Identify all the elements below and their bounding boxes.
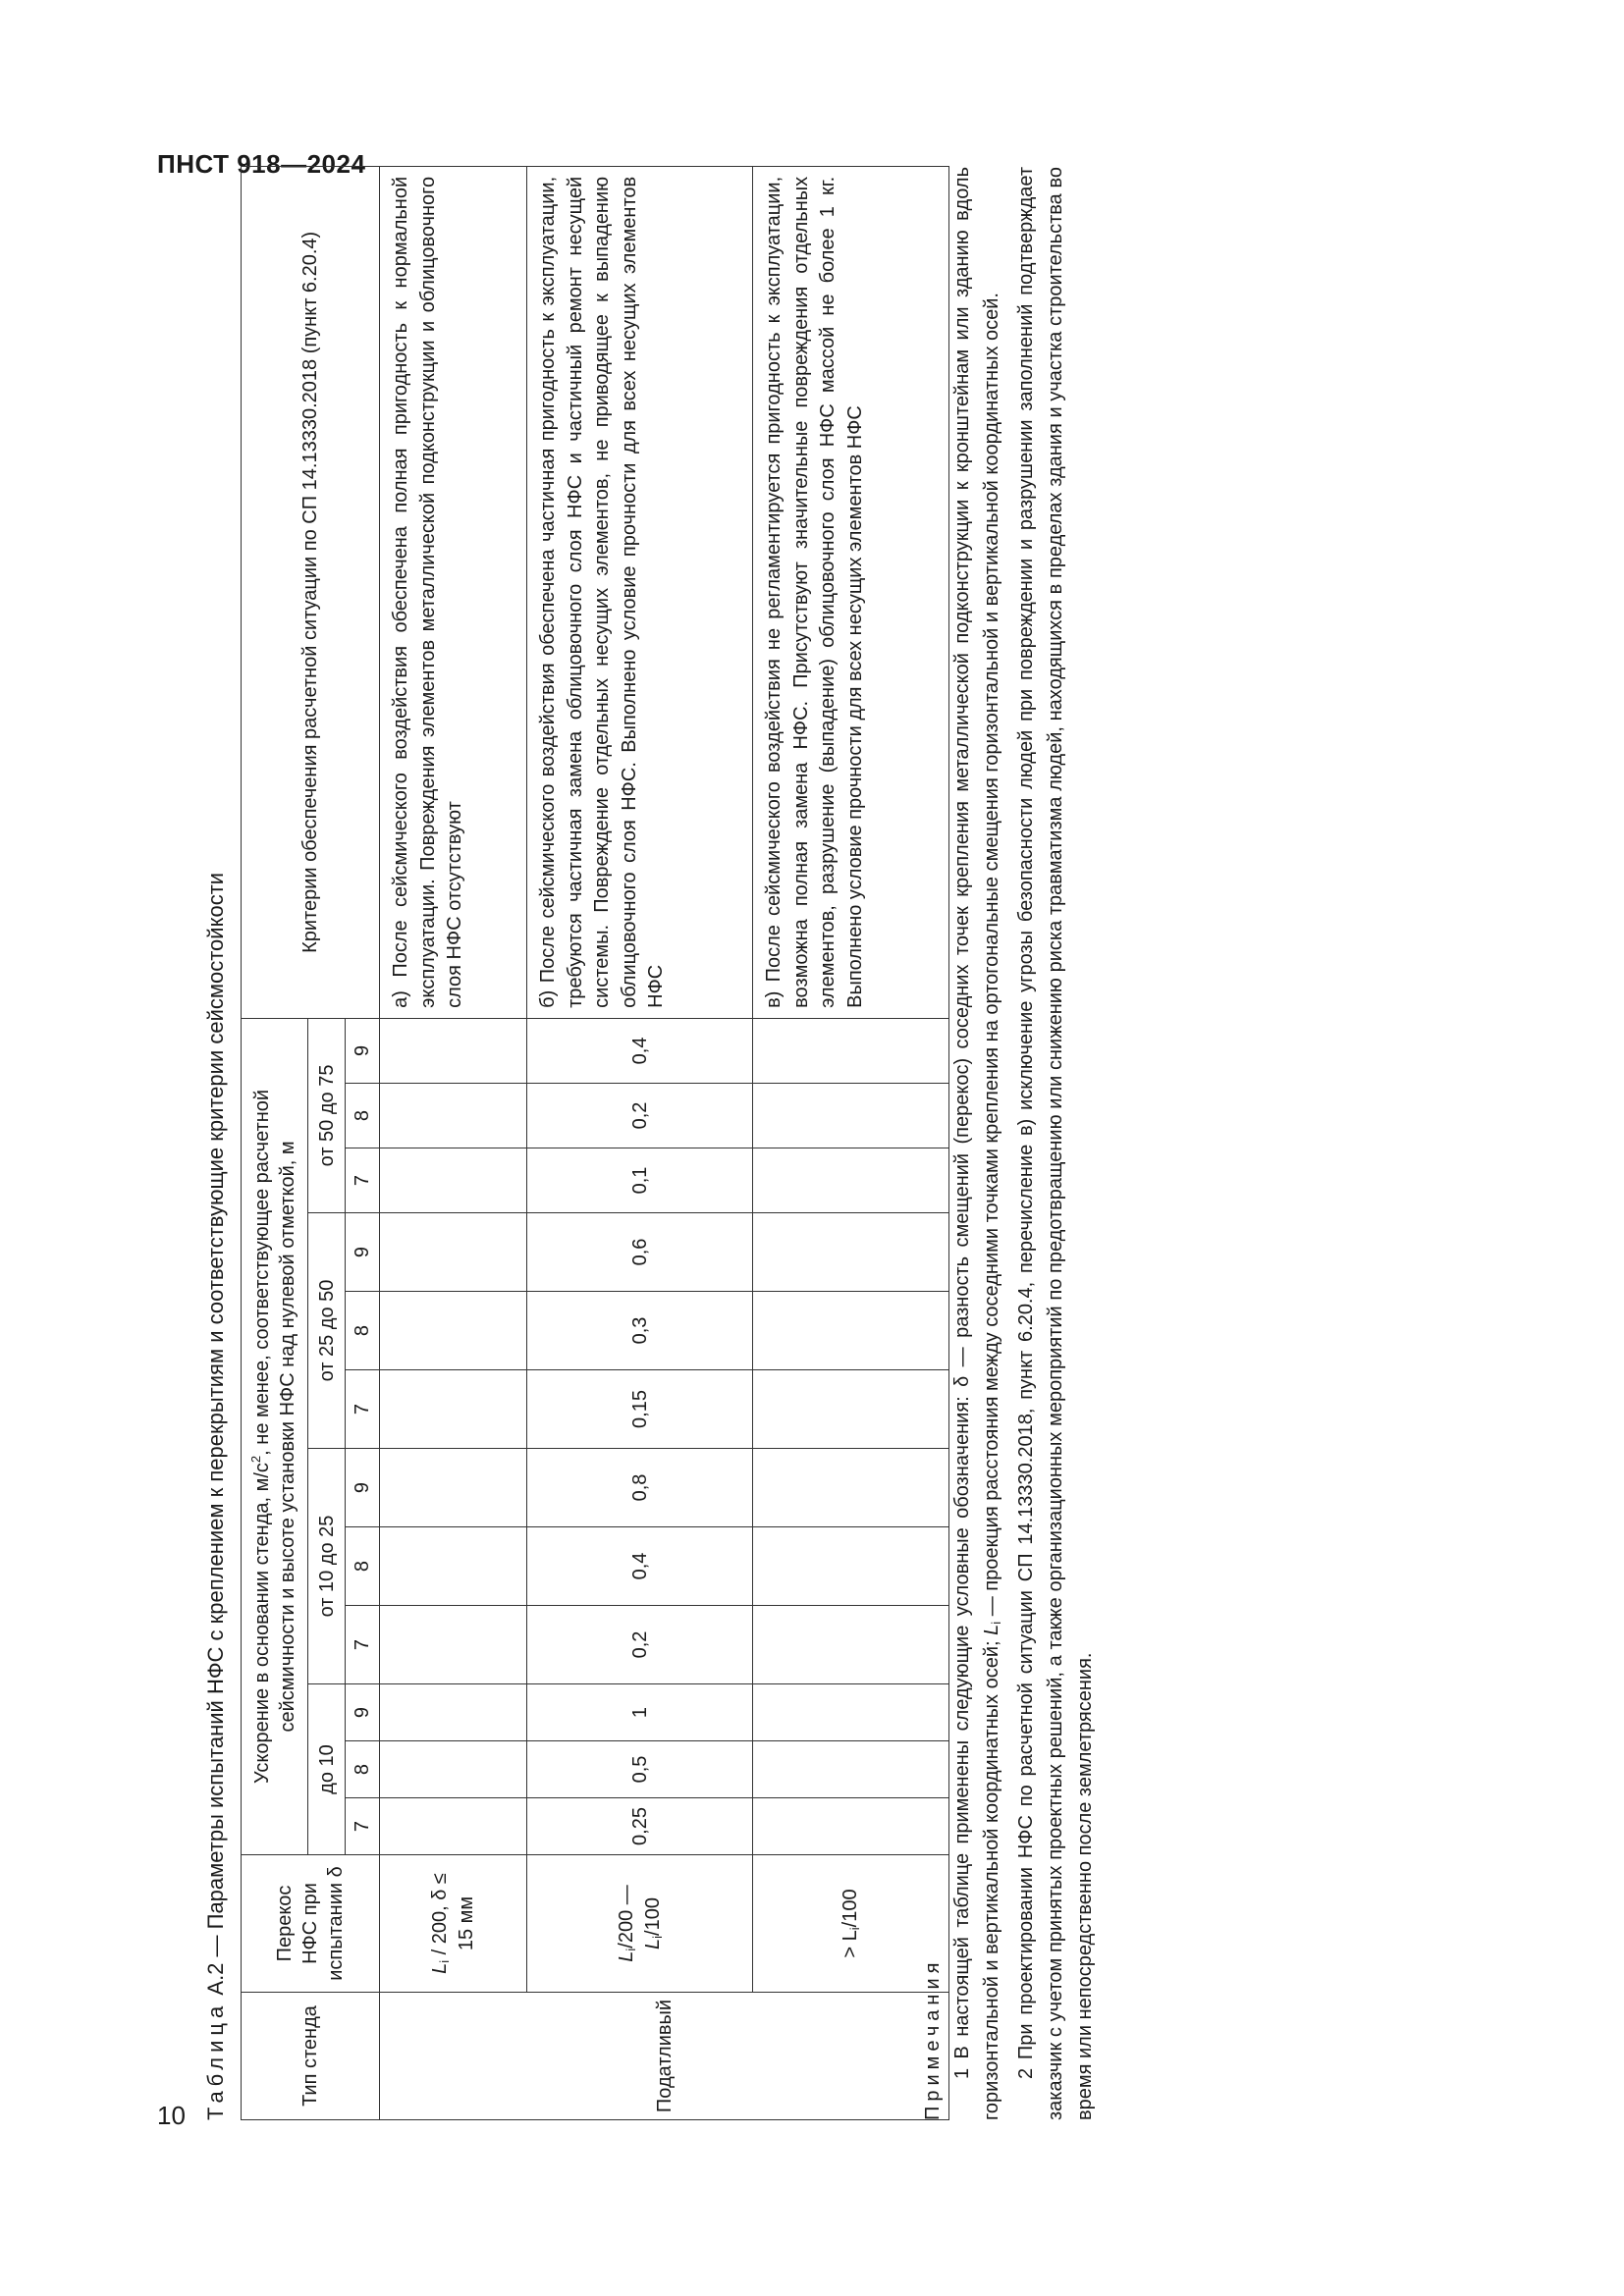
value-cell: 1 (527, 1684, 753, 1741)
table-notes (918, 167, 1100, 2120)
intensity-header: 9 (346, 1213, 380, 1292)
skew-text: /100 (839, 1889, 862, 1928)
height-range-1: до 10 (308, 1684, 346, 1855)
value-cell (380, 1370, 527, 1449)
value-cell (380, 1018, 527, 1083)
intensity-header: 7 (346, 1148, 380, 1213)
skew-text: > L (839, 1930, 862, 1958)
value-cell: 0,25 (527, 1798, 753, 1855)
table-row (527, 166, 753, 2119)
skew-cell (380, 1855, 527, 1993)
criteria-cell: а) После сейсмического воздействия обеспечена полная пригодность к нормальной эксплуатации. Повреждения элементов металлической подконструкции и облицовочного слоя НФС отсутствуют (380, 166, 527, 1018)
skew-cell (527, 1855, 753, 1993)
intensity-header: 7 (346, 1606, 380, 1684)
value-cell: 0,4 (527, 1018, 753, 1083)
value-cell (380, 1684, 527, 1741)
header-accel-text-1: Ускорение в основании стенда, м/с (251, 1463, 273, 1784)
note-1-sub: i (989, 1621, 1003, 1625)
value-cell: 0,1 (527, 1148, 753, 1213)
value-cell (380, 1527, 527, 1606)
value-cell: 0,2 (527, 1084, 753, 1148)
skew-symbol: L (641, 1938, 664, 1949)
skew-symbol: L (429, 1962, 452, 1974)
value-cell (380, 1148, 527, 1213)
intensity-header: 7 (346, 1798, 380, 1855)
intensity-header: 8 (346, 1084, 380, 1148)
height-range-3: от 25 до 50 (308, 1213, 346, 1449)
skew-sub: i (437, 1959, 453, 1963)
intensity-header: 9 (346, 1449, 380, 1527)
intensity-header: 8 (346, 1741, 380, 1798)
note-1-symbol: L (981, 1624, 1002, 1635)
skew-text: /100 (641, 1897, 664, 1936)
intensity-header: 9 (346, 1018, 380, 1083)
header-row-1 (242, 166, 308, 2119)
height-range-4: от 50 до 75 (308, 1018, 346, 1212)
rotated-table-block (196, 167, 1119, 2120)
caption-label: Таблица (203, 2001, 228, 2120)
skew-sub: i (649, 1935, 665, 1939)
params-table (241, 166, 949, 2120)
note-1 (947, 167, 1011, 2120)
page-number: 10 (157, 2101, 186, 2130)
value-cell (380, 1798, 527, 1855)
criteria-cell: б) После сейсмического воздействия обеспечена частичная пригодность к эксплуатации, требуются частичная замена облицовочного слоя НФС и частичный ремонт несущей системы. Повреждение отдельных несущих элементов, не приводящее к выпадению облицовочного слоя НФС. Выполнено условие прочности для всех несущих элементов НФС (527, 166, 753, 1018)
skew-sub: i (847, 1927, 863, 1931)
value-cell: 0,15 (527, 1370, 753, 1449)
header-skew: Перекос НФС при испытании δ (242, 1855, 380, 1993)
intensity-header: 8 (346, 1292, 380, 1370)
header-stand-type: Тип стенда (242, 1993, 380, 2120)
document-code: ПНСТ 918—2024 (157, 149, 366, 179)
value-cell: 0,8 (527, 1449, 753, 1527)
note-1-text-b: — проекция расстояния между соседними точками крепления на ортогональные смещения горизонтальной и вертикальной координатных осей. (981, 293, 1002, 1622)
intensity-header: 7 (346, 1370, 380, 1449)
value-cell: 0,6 (527, 1213, 753, 1292)
notes-title: Примечания (922, 1957, 944, 2120)
caption-text: А.2 — Параметры испытаний НФС с креплением к перекрытиям и соответствующие критерии сейсмостойкости (203, 872, 228, 1996)
header-accel-text-2: , не менее, соответствующее расчетной сейсмичности и высоте установки НФС над нулевой отметкой, м (251, 1089, 298, 1733)
skew-sub: i (623, 1948, 638, 1951)
value-cell (380, 1449, 527, 1527)
intensity-header: 9 (346, 1684, 380, 1741)
skew-text: / 200, δ ≤ 15 мм (429, 1873, 477, 1960)
note-2: 2 При проектировании НФС по расчетной ситуации СП 14.13330.2018, пункт 6.20.4, перечисление в) исключение угрозы безопасности людей при повреждении и разрушении заполнений подтверждает заказчик с учетом принятых проектных решений, а также организационных мероприятий по предотвращению или снижению риска травматизма людей, находящихся в пределах здания и участка строительства во время или непосредственно после землетрясения. (1015, 167, 1096, 2120)
value-cell (380, 1292, 527, 1370)
skew-text: /200 — (615, 1885, 637, 1949)
value-cell (380, 1213, 527, 1292)
skew-symbol: L (615, 1950, 637, 1962)
value-cell (380, 1084, 527, 1148)
intensity-header: 8 (346, 1527, 380, 1606)
height-range-2: от 10 до 25 (308, 1449, 346, 1684)
value-cell: 0,4 (527, 1527, 753, 1606)
value-cell (380, 1741, 527, 1798)
header-acceleration (242, 1018, 308, 1854)
header-criteria: Критерии обеспечения расчетной ситуации по СП 14.13330.2018 (пункт 6.20.4) (242, 166, 380, 1018)
value-cell (380, 1606, 527, 1684)
value-cell: 0,3 (527, 1292, 753, 1370)
note-1-text-a: 1 В настоящей таблице применены следующие условные обозначения: δ — разность смещений (перекос) соседних точек крепления металлической подконструкции к кронштейнам или зданию вдоль горизонтальной и вертикальной координатных осей; (951, 167, 1002, 2120)
value-cell: 0,5 (527, 1741, 753, 1798)
value-cell: 0,2 (527, 1606, 753, 1684)
criteria-cell: в) После сейсмического воздействия не регламентируется пригодность к эксплуатации, возможна полная замена НФС. Присутствуют значительные повреждения отдельных элементов, разрушение (выпадение) облицовочного слоя НФС массой не более 1 кг. Выполнено условие прочности для всех несущих элементов НФС (753, 166, 949, 1018)
stand-type-cell: Податливый (380, 1993, 949, 2120)
header-accel-sup: 2 (248, 1455, 263, 1464)
table-caption (196, 873, 236, 2120)
table-row (380, 166, 527, 2119)
